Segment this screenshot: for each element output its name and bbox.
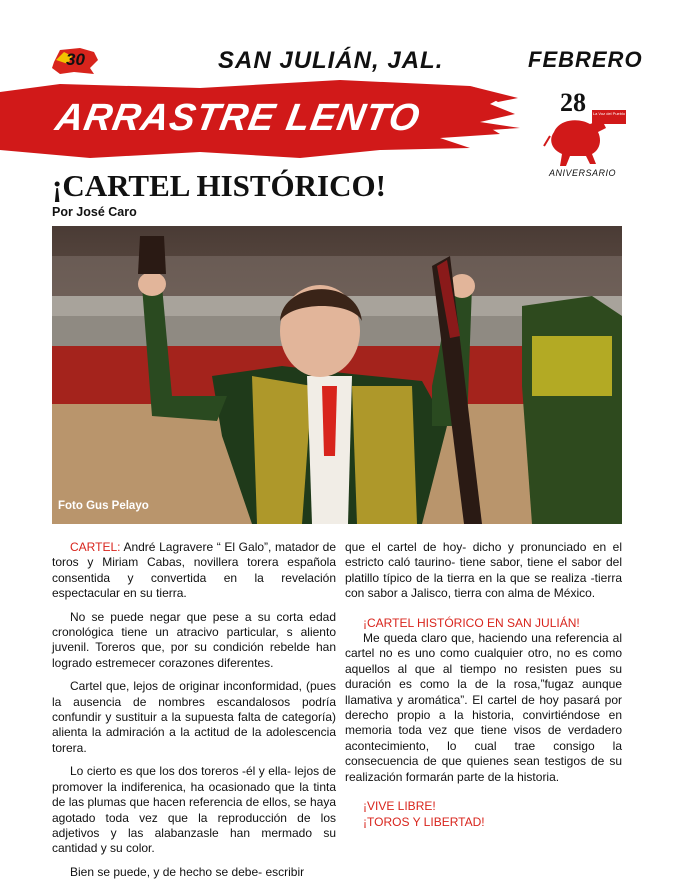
paragraph-5: Bien se puede, y de hecho se debe- escribir xyxy=(70,864,305,879)
bullfighter-photo-illustration xyxy=(52,226,622,524)
closing-line-2: ¡TOROS Y LIBERTAD! xyxy=(363,814,485,829)
photo-credit: Foto Gus Pelayo xyxy=(58,500,149,512)
header-location: SAN JULIÁN, JAL. xyxy=(218,47,444,74)
article-column-right xyxy=(345,540,622,830)
paragraph-1 xyxy=(52,540,336,602)
paragraph-1-text: André Lagravere “ El Galo”, matador de toros y Miriam Cabas, novillera torera española consentida y convertida en la revelación espectacular en su tierra. xyxy=(52,540,336,601)
paragraph-7: Me queda claro que, haciendo una referencia al cartel no es uno como cualquier otro, no es como aquellos al que al tiempo no resisten pues su duración es como la de la rosa,”fugaz aunque llamativa y aromática”. El cartel de hoy pasará por derecho propio a la historia, convirtiéndose en memoria toda vez que tiene visos de verdadero acontecimiento, lo cual trae consigo la consecuencia de que quienes sean testigos de su realización formarán parte de la historia. xyxy=(345,631,622,784)
subheading: ¡CARTEL HISTÓRICO EN SAN JULIÁN! xyxy=(363,615,580,630)
anniversary-badge: La Voz del Pueblo xyxy=(592,110,626,124)
lead-word: CARTEL: xyxy=(70,540,121,554)
article-column-left xyxy=(52,540,336,880)
article-byline: Por José Caro xyxy=(52,205,137,219)
paragraph-6: que el cartel de hoy- dicho y pronunciado en el estricto caló taurino- tiene sabor, tiene el sabor del platillo típico de la tierra en la que se realiza -tierra con sabor a Jalisco, tierra con alma de México. xyxy=(345,540,622,601)
article-headline: ¡CARTEL HISTÓRICO! xyxy=(52,168,386,203)
section-title: ARRASTRE LENTO xyxy=(52,97,424,139)
paragraph-4: Lo cierto es que los dos toreros -él y ella- lejos de promover la indiferenica, ha ocasionado que la tinta de las plumas que hacen referencia de ellos, se haya agotado toda vez que la reproducción de los adjetivos y las alabanzasle han mermado su cantidad y su color. xyxy=(52,764,336,856)
header-month: FEBRERO xyxy=(528,47,643,72)
paragraph-3: Cartel que, lejos de originar inconformidad, (pues la ausencia de nombres escandalosos podría confundir y sustituir a la supuesta falta de categoría) alienta la admiración a la actitud de la adolescencia torera. xyxy=(52,679,336,755)
anniversary-word: ANIVERSARIO xyxy=(549,168,617,178)
anniversary-number: 28 xyxy=(560,88,586,117)
paragraph-2: No se puede negar que pese a su corta edad cronológica tiene un atracivo particular, s aliento juvenil. Toreros que, por su condición rebelde han logrado estremecer corazones diferentes. xyxy=(52,609,336,670)
closing-line-1: ¡VIVE LIBRE! xyxy=(363,799,436,814)
article-photo xyxy=(52,226,622,524)
page-number: 30 xyxy=(66,50,85,69)
